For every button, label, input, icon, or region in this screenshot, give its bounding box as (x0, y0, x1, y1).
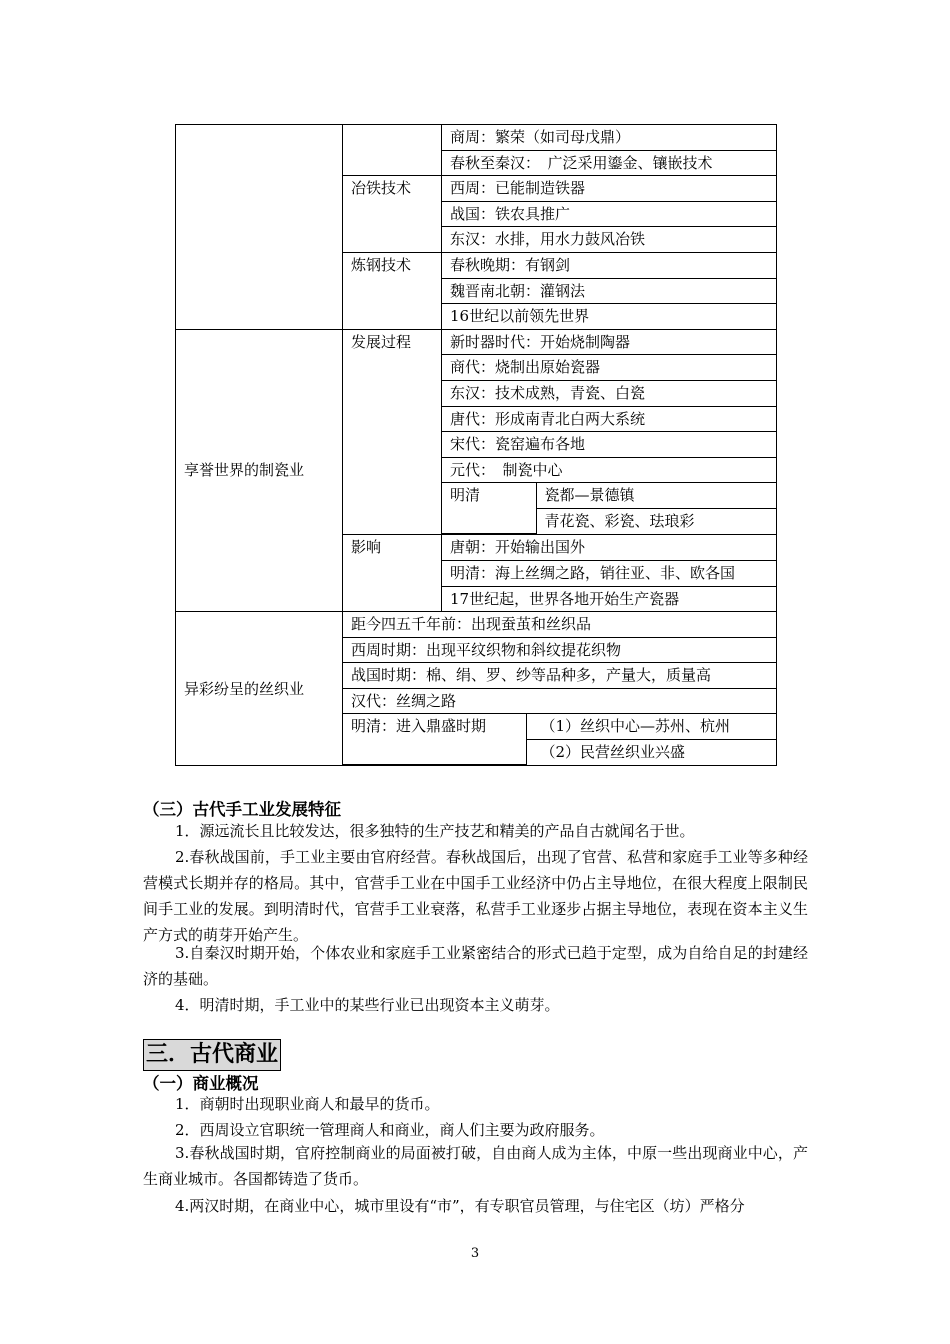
metal-sub-cell (343, 125, 442, 176)
table-cell: 唐代：形成南青北白两大系统 (442, 406, 777, 432)
table-cell: 唐朝：开始输出国外 (442, 535, 777, 561)
porcelain-process-label: 发展过程 (343, 329, 442, 535)
paragraph: 3.自秦汉时期开始，个体农业和家庭手工业紧密结合的形式已趋于定型，成为自给自足的封建经济的基础。 (143, 944, 808, 988)
table-cell: 战国：铁农具推广 (442, 201, 777, 227)
metal-category-cell (176, 125, 343, 330)
silk-mingqing-cell (343, 714, 777, 766)
chapter-heading: 三．古代商业 (143, 1039, 281, 1071)
paragraph: 3.春秋战国时期，官府控制商业的局面被打破，自由商人成为主体，中原一些出现商业中心，产生商业城市。各国都铸造了货币。 (143, 1144, 808, 1188)
table-cell: 春秋晚期：有钢剑 (442, 252, 777, 278)
page-number: 3 (470, 1246, 480, 1261)
table-cell: 东汉：水排，用水力鼓风冶铁 (442, 227, 777, 253)
table-cell: 16世纪以前领先世界 (442, 304, 777, 330)
table-cell: 青花瓷、彩瓷、珐琅彩 (544, 512, 695, 531)
table-cell: 宋代：瓷窑遍布各地 (442, 432, 777, 458)
table-cell: 西周：已能制造铁器 (442, 176, 777, 202)
table-cell: 汉代：丝绸之路 (343, 688, 777, 714)
table-cell: 元代： 制瓷中心 (442, 457, 777, 483)
ming-qing-label: 明清 (442, 483, 536, 534)
paragraph: 4．明清时期，手工业中的某些行业已出现资本主义萌芽。 (175, 996, 560, 1014)
table-cell: 17世纪起，世界各地开始生产瓷器 (442, 586, 777, 612)
table-cell: 西周时期：出现平纹织物和斜纹提花织物 (343, 637, 777, 663)
silk-mingqing-inner-table (343, 714, 776, 765)
paragraph: 4.两汉时期，在商业中心，城市里设有“市”，有专职官员管理，与住宅区（坊）严格分 (175, 1197, 745, 1215)
table-cell: 瓷都—景德镇 (536, 483, 776, 508)
ming-qing-cell (442, 483, 777, 535)
table-cell: （2）民营丝织业兴盛 (540, 743, 686, 762)
table-cell: 春秋至秦汉： 广泛采用鎏金、镶嵌技术 (442, 150, 777, 176)
table-cell: 魏晋南北朝：灌钢法 (442, 278, 777, 304)
porcelain-influence-label: 影响 (343, 535, 442, 612)
silk-category: 异彩纷呈的丝织业 (176, 612, 343, 766)
paragraph: 1．源远流长且比较发达，很多独特的生产技艺和精美的产品自古就闻名于世。 (175, 822, 695, 840)
table-cell: （1）丝织中心—苏州、杭州 (526, 714, 776, 739)
table-cell: 明清：海上丝绸之路，销往亚、非、欧各国 (442, 560, 777, 586)
ming-qing-inner-table (442, 483, 776, 534)
table-cell: 新时器时代：开始烧制陶器 (442, 329, 777, 355)
paragraph: 2．西周设立官职统一管理商人和商业，商人们主要为政府服务。 (175, 1121, 605, 1139)
section-heading: （三）古代手工业发展特征 (143, 800, 341, 819)
handicraft-table (175, 124, 777, 766)
paragraph: 1．商朝时出现职业商人和最早的货币。 (175, 1095, 440, 1113)
porcelain-category: 享誉世界的制瓷业 (176, 329, 343, 611)
table-cell: 商代：烧制出原始瓷器 (442, 355, 777, 381)
table-cell: 距今四五千年前：出现蚕茧和丝织品 (343, 612, 777, 638)
paragraph: 2.春秋战国前，手工业主要由官府经营。春秋战国后，出现了官营、私营和家庭手工业等多种经营模式长期并存的格局。其中，官营手工业在中国手工业经济中仍占主导地位，在很大程度上限制民间手工业的发展。到明清时代，官营手工业衰落，私营手工业逐步占据主导地位，表现在资本主义生产方式的萌芽开始产生。 (143, 848, 808, 944)
steel-label: 炼钢技术 (343, 252, 442, 329)
silk-mingqing-label: 明清：进入鼎盛时期 (343, 714, 526, 765)
table-cell: 战国时期：棉、绢、罗、纱等品种多，产量大，质量高 (343, 663, 777, 689)
section-heading: （一）商业概况 (143, 1074, 259, 1093)
table-cell: 东汉：技术成熟，青瓷、白瓷 (442, 380, 777, 406)
table-cell: 商周：繁荣（如司母戊鼎） (442, 125, 777, 151)
iron-label: 冶铁技术 (343, 176, 442, 253)
